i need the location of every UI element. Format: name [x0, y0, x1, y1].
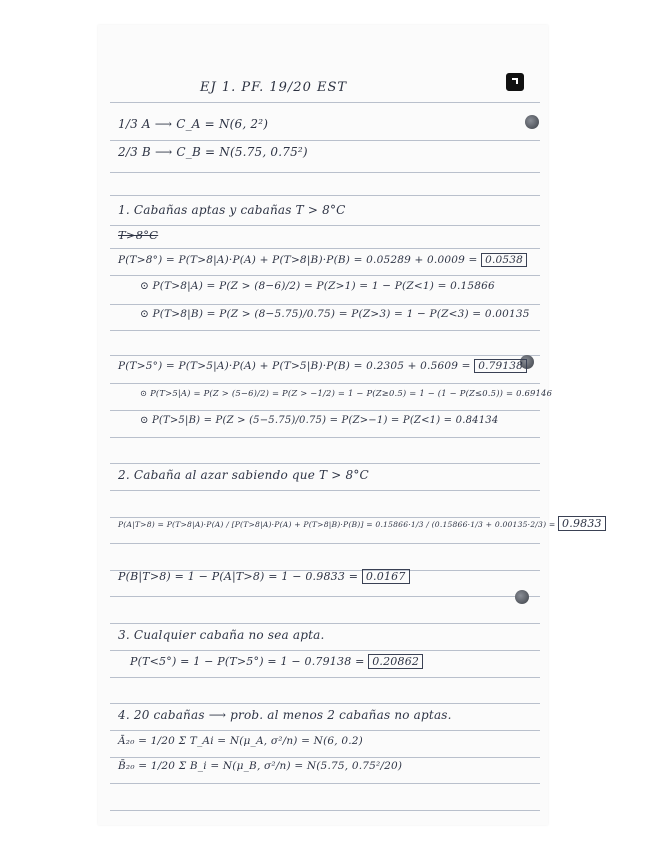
ruled-line	[110, 810, 540, 811]
answer-p-t8: 0.0538	[481, 253, 527, 267]
ruled-line	[110, 623, 540, 624]
eq-mean-a: Ā₂₀ = 1/20 Σ T_Ai = N(μ_A, σ²/n) = N(6, 0.2)	[118, 735, 363, 747]
binder-hole	[515, 590, 529, 604]
section-4-heading: 4. 20 cabañas ⟶ prob. al menos 2 cabañas no aptas.	[118, 708, 452, 722]
notebook-logo-icon	[506, 73, 524, 91]
answer-bayes-b: 0.0167	[362, 569, 410, 584]
ruled-line	[110, 677, 540, 678]
ruled-line	[110, 463, 540, 464]
binder-hole	[525, 115, 539, 129]
ruled-line	[110, 730, 540, 731]
ruled-line	[110, 757, 540, 758]
section-3-heading: 3. Cualquier cabaña no sea apta.	[118, 628, 325, 642]
ruled-line	[110, 383, 540, 384]
ruled-line	[110, 195, 540, 196]
ruled-line	[110, 355, 540, 356]
eq-bayes-b	[118, 570, 410, 583]
ruled-line	[110, 783, 540, 784]
section-1-heading: 1. Cabañas aptas y cabañas T > 8°C	[118, 203, 346, 217]
ruled-line	[110, 225, 540, 226]
page-title: EJ 1. PF. 19/20 EST	[200, 80, 348, 95]
eq-mean-b: B̄₂₀ = 1/20 Σ B_i = N(μ_B, σ²/n) = N(5.75, 0.75²/20)	[118, 760, 403, 772]
ruled-line	[110, 490, 540, 491]
answer-p-t5-lower: 0.20862	[368, 654, 423, 669]
ruled-line	[110, 248, 540, 249]
ruled-line	[110, 410, 540, 411]
eq-p-t8	[118, 254, 527, 266]
given-A: 1/3 A ⟶ C_A = N(6, 2²)	[118, 117, 269, 131]
ruled-line	[110, 437, 540, 438]
ruled-line	[110, 140, 540, 141]
crossed-note: T>8°C	[118, 228, 159, 242]
ruled-line	[110, 172, 540, 173]
eq-p-t8-text: P(T>8°) = P(T>8|A)·P(A) + P(T>8|B)·P(B) = 0.05289 + 0.0009 =	[118, 254, 478, 266]
eq-p-t8-b: ⊙ P(T>8|B) = P(Z > (8−5.75)/0.75) = P(Z>3) = 1 − P(Z<3) = 0.00135	[140, 308, 530, 320]
ruled-line	[110, 703, 540, 704]
ruled-line	[110, 596, 540, 597]
eq-p-t5-b: ⊙ P(T>5|B) = P(Z > (5−5.75)/0.75) = P(Z>−1) = P(Z<1) = 0.84134	[140, 415, 499, 426]
eq-p-t8-a: ⊙ P(T>8|A) = P(Z > (8−6)/2) = P(Z>1) = 1 − P(Z<1) = 0.15866	[140, 280, 495, 292]
ruled-line	[110, 275, 540, 276]
eq-p-t5-a: ⊙ P(T>5|A) = P(Z > (5−6)/2) = P(Z > −1/2) = 1 − P(Z≥0.5) = 1 − (1 − P(Z≤0.5)) = 0.69146	[140, 388, 553, 398]
answer-p-t5: 0.79138	[474, 359, 527, 373]
eq-bayes-a-text: P(A|T>8) = P(T>8|A)·P(A) / [P(T>8|A)·P(A) + P(T>8|B)·P(B)] = 0.15866·1/3 / (0.15866·1/3 + 0.00135·2/3) =	[118, 520, 556, 529]
eq-p-t5	[118, 360, 527, 372]
eq-p-t5-text: P(T>5°) = P(T>5|A)·P(A) + P(T>5|B)·P(B) = 0.2305 + 0.5609 =	[118, 360, 471, 372]
ruled-line	[110, 330, 540, 331]
eq-bayes-a	[118, 517, 606, 530]
section-2-heading: 2. Cabaña al azar sabiendo que T > 8°C	[118, 468, 369, 482]
eq-p-t5-lower	[130, 655, 423, 668]
ruled-line	[110, 304, 540, 305]
ruled-line	[110, 102, 540, 103]
ruled-line	[110, 543, 540, 544]
given-B: 2/3 B ⟶ C_B = N(5.75, 0.75²)	[118, 145, 308, 159]
ruled-line	[110, 650, 540, 651]
eq-p-t5-lower-text: P(T<5°) = 1 − P(T>5°) = 1 − 0.79138 =	[130, 655, 365, 668]
answer-bayes-a: 0.9833	[558, 516, 606, 531]
eq-bayes-b-text: P(B|T>8) = 1 − P(A|T>8) = 1 − 0.9833 =	[118, 570, 359, 583]
